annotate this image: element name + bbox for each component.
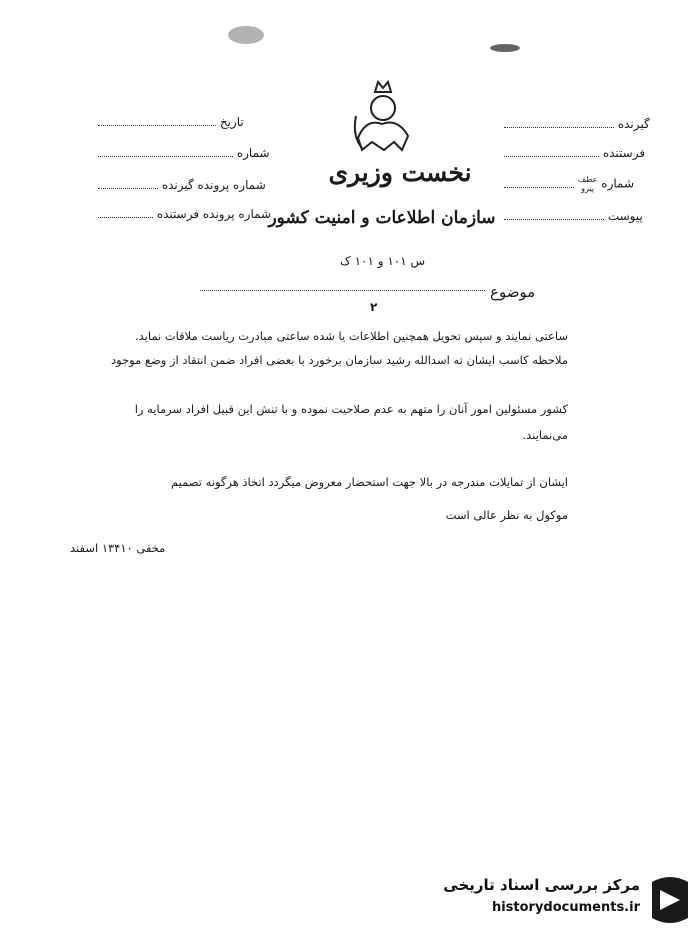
recipient-file-field bbox=[98, 178, 266, 192]
number-field-right bbox=[504, 175, 634, 193]
scan-speck-top-left bbox=[228, 26, 264, 44]
subject-label: موضوع bbox=[490, 283, 536, 301]
body-line-1: ساعتی نمایند و سپس تحویل همچنین اطلاعات یا شده ساعتی مبادرت ریاست ملاقات نماید. bbox=[134, 329, 568, 343]
sender-field bbox=[504, 146, 645, 160]
recipient-field bbox=[504, 117, 650, 131]
body-line-6: موکول به نظر عالی است bbox=[445, 508, 568, 522]
lion-and-sun-emblem bbox=[348, 78, 418, 160]
title-main: نخست وزیری bbox=[328, 158, 472, 187]
subject-number: ۲ bbox=[370, 300, 378, 314]
number-note-bottom: پیرو bbox=[581, 184, 595, 193]
date-label: تاریخ bbox=[219, 115, 244, 129]
sender-file-field bbox=[98, 207, 271, 221]
date-field bbox=[98, 115, 244, 129]
body-line-4: می‌نمایند. bbox=[522, 428, 568, 442]
subject-dotted-line bbox=[200, 290, 485, 291]
sender-label: فرستنده bbox=[602, 146, 646, 160]
number-field-left bbox=[98, 146, 270, 160]
watermark-persian-text: مرکز بررسی اسناد تاریخی bbox=[443, 876, 640, 894]
archive-logo-icon bbox=[644, 872, 696, 928]
number-label-right: شماره bbox=[601, 176, 635, 191]
body-line-5: ایشان از تمایلات مندرجه در بالا جهت استحضار معروض میگردد اتخاذ هرگونه تصمیم bbox=[170, 475, 568, 489]
title-organization: سازمان اطلاعات و امنیت کشور bbox=[268, 208, 496, 228]
body-line-3: کشور مسئولین امور آنان را متهم به عدم صلاحیت نموده و با تنش این قبیل افراد سرمایه را bbox=[134, 402, 568, 416]
sender-file-label: شماره پرونده فرستنده bbox=[156, 207, 272, 221]
watermark-website-text: historydocuments.ir bbox=[491, 900, 640, 915]
number-note-top: عطف bbox=[577, 175, 598, 184]
recipient-file-label: شماره پرونده گیرنده bbox=[161, 178, 266, 192]
reference-code: س ۱۰۱ و ۱۰۱ ک bbox=[340, 254, 426, 268]
scan-speck-top-right bbox=[490, 44, 520, 52]
attachment-field bbox=[504, 209, 643, 223]
body-line-2: ملاحظه کاسب ایشان ته اسدالله رشید سازمان برخورد با بعضی افراد ضمن انتقاد از وضع موجود bbox=[110, 353, 568, 367]
archive-watermark bbox=[410, 868, 700, 933]
footer-classification-note: مخفی ۱۳۴۱۰ اسفند bbox=[70, 541, 166, 555]
number-label-left: شماره bbox=[236, 146, 270, 160]
recipient-label: گیرنده bbox=[617, 117, 650, 131]
attachment-label: پیوست bbox=[607, 209, 643, 223]
